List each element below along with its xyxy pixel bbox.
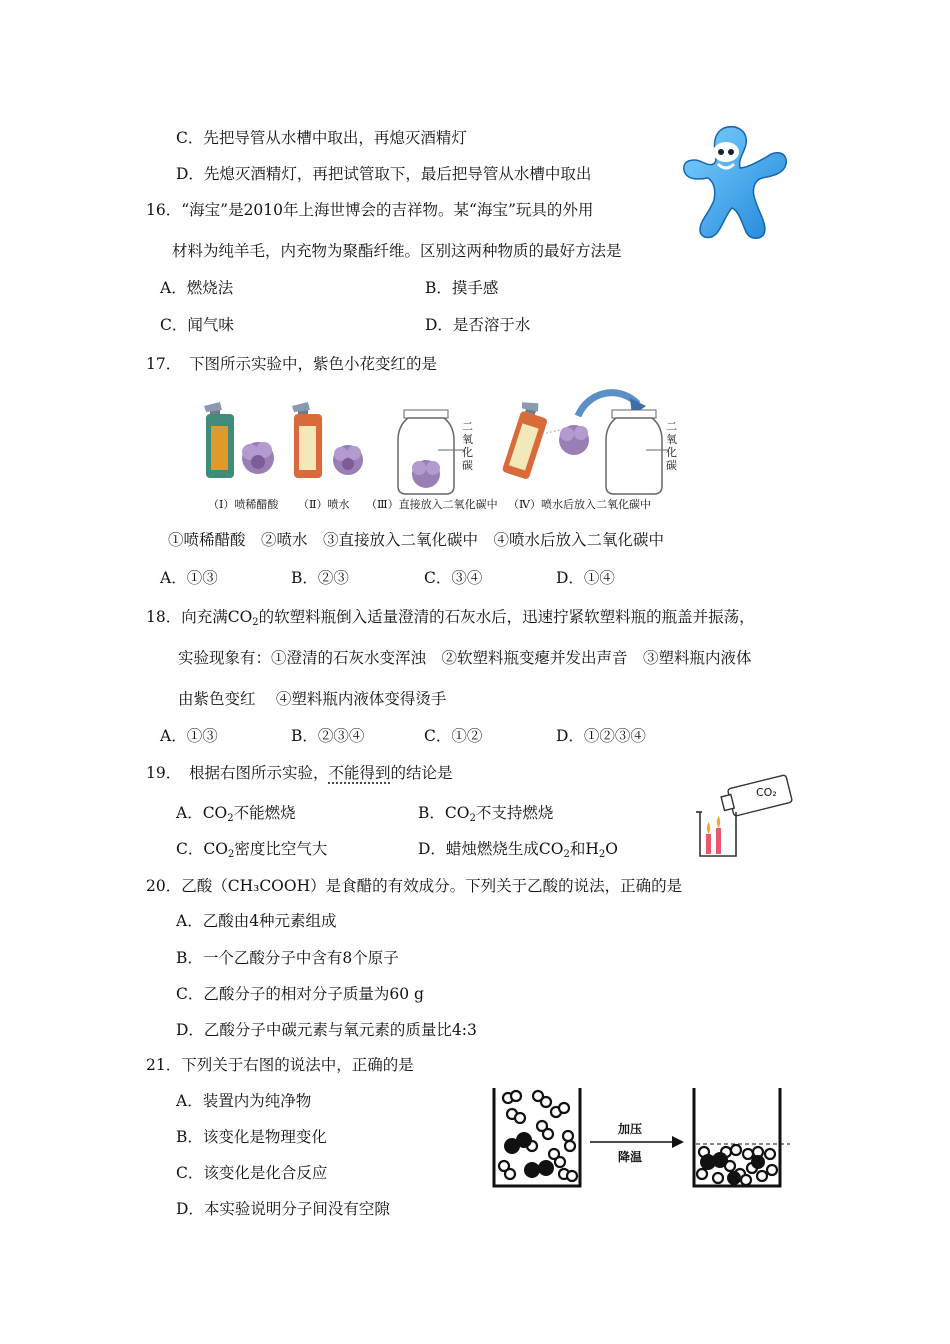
q21-figure-art [490, 1082, 796, 1192]
purple-flower-icon [242, 442, 274, 474]
q20-stem: 20．乙酸（CH₃COOH）是食醋的有效成分。下列关于乙酸的说法，正确的是 [146, 877, 683, 895]
q19-option-b: B．$CO_2$不支持燃烧 [418, 804, 554, 824]
co2-jar-label: 二氧化碳 [462, 420, 473, 472]
q16-option-d: D．是否溶于水 [425, 316, 531, 334]
q17-stem: 17． 下图所示实验中，紫色小花变红的是 [146, 355, 437, 373]
arrow-label-cool: 降温 [618, 1150, 643, 1164]
arrow-head-icon [672, 1136, 684, 1148]
fig-label-2: （Ⅱ）喷水 [298, 498, 350, 511]
q20-option-c: C．乙酸分子的相对分子质量为60 g [176, 985, 424, 1003]
q21-option-b: B．该变化是物理变化 [176, 1128, 327, 1146]
q17-option-d: D．①④ [556, 569, 615, 587]
spray-bottle-icon [292, 402, 322, 478]
q16-option-a: A．燃烧法 [160, 279, 234, 297]
purple-flower-icon [559, 425, 589, 455]
q16-option-c: C．闻气味 [160, 316, 234, 334]
fig-label-1: （Ⅰ）喷稀醋酸 [208, 498, 279, 511]
spray-bottle-icon [500, 398, 560, 480]
q17-option-a: A．①③ [160, 569, 218, 587]
q19-co2-pouring-figure [692, 772, 796, 860]
q19-option-d: D．蜡烛燃烧生成$CO_2$和$H_2O$ [418, 840, 618, 860]
q17-experiment-figure [198, 382, 678, 514]
q18-option-a: A．①③ [160, 727, 218, 745]
q21-option-d: D．本实验说明分子间没有空隙 [176, 1200, 390, 1218]
q17-figure-art [198, 382, 678, 500]
gas-jar-icon [398, 410, 464, 494]
q20-option-a: A．乙酸由4种元素组成 [176, 912, 337, 930]
arrow-label-pressurize: 加压 [618, 1122, 643, 1136]
q18-option-c: C．①② [424, 727, 483, 745]
spray-bottle-icon [204, 402, 234, 478]
q19-option-a: A．$CO_2$不能燃烧 [176, 804, 296, 824]
co2-label: CO₂ [756, 786, 777, 799]
q18-stem-line2: 实验现象有：①澄清的石灰水变浑浊 ②软塑料瓶变瘪并发出声音 ③塑料瓶内液体 [178, 649, 752, 667]
co2-jar-label: 二氧化碳 [666, 420, 677, 472]
q21-molecule-figure [490, 1082, 796, 1192]
q21-option-a: A．装置内为纯净物 [176, 1092, 312, 1110]
purple-flower-icon [333, 445, 363, 475]
q15-option-c: C．先把导管从水槽中取出，再熄灭酒精灯 [176, 129, 467, 147]
q21-stem: 21．下列关于右图的说法中，正确的是 [146, 1056, 414, 1074]
q19-option-c: C．$CO_2$密度比空气大 [176, 840, 328, 860]
q15-option-d: D．先熄灭酒精灯，再把试管取下，最后把导管从水槽中取出 [176, 165, 592, 183]
gas-jar-icon [606, 410, 668, 494]
q17-option-b: B．②③ [291, 569, 349, 587]
q19-stem: 19． 根据右图所示实验，不能得到的结论是 [146, 764, 453, 782]
q19-figure-art [692, 772, 796, 860]
fig-label-3: （Ⅲ）直接放入二氧化碳中 [366, 498, 498, 511]
q16-option-b: B．摸手感 [425, 279, 499, 297]
q17-items: ①喷稀醋酸 ②喷水 ③直接放入二氧化碳中 ④喷水后放入二氧化碳中 [168, 531, 665, 549]
q17-option-c: C．③④ [424, 569, 483, 587]
q18-stem-line1: 18．向充满$CO_2$的软塑料瓶倒入适量澄清的石灰水后，迅速拧紧软塑料瓶的瓶盖并振荡， [146, 608, 755, 628]
q16-stem-line2: 材料为纯羊毛，内充物为聚酯纤维。区别这两种物质的最好方法是 [172, 242, 622, 260]
q18-stem-line3: 由紫色变红 ④塑料瓶内液体变得烫手 [178, 690, 447, 708]
q21-option-c: C．该变化是化合反应 [176, 1164, 328, 1182]
haibao-mascot-icon [676, 124, 800, 242]
q16-stem-line1: 16．“海宝”是2010年上海世博会的吉祥物。某“海宝”玩具的外用 [146, 201, 594, 219]
q20-option-b: B．一个乙酸分子中含有8个原子 [176, 949, 399, 967]
q20-option-d: D．乙酸分子中碳元素与氧元素的质量比4:3 [176, 1021, 477, 1039]
q18-option-d: D．①②③④ [556, 727, 646, 745]
candle-icon [706, 816, 721, 854]
fig-label-4: （Ⅳ）喷水后放入二氧化碳中 [508, 498, 651, 511]
q18-option-b: B．②③④ [291, 727, 365, 745]
